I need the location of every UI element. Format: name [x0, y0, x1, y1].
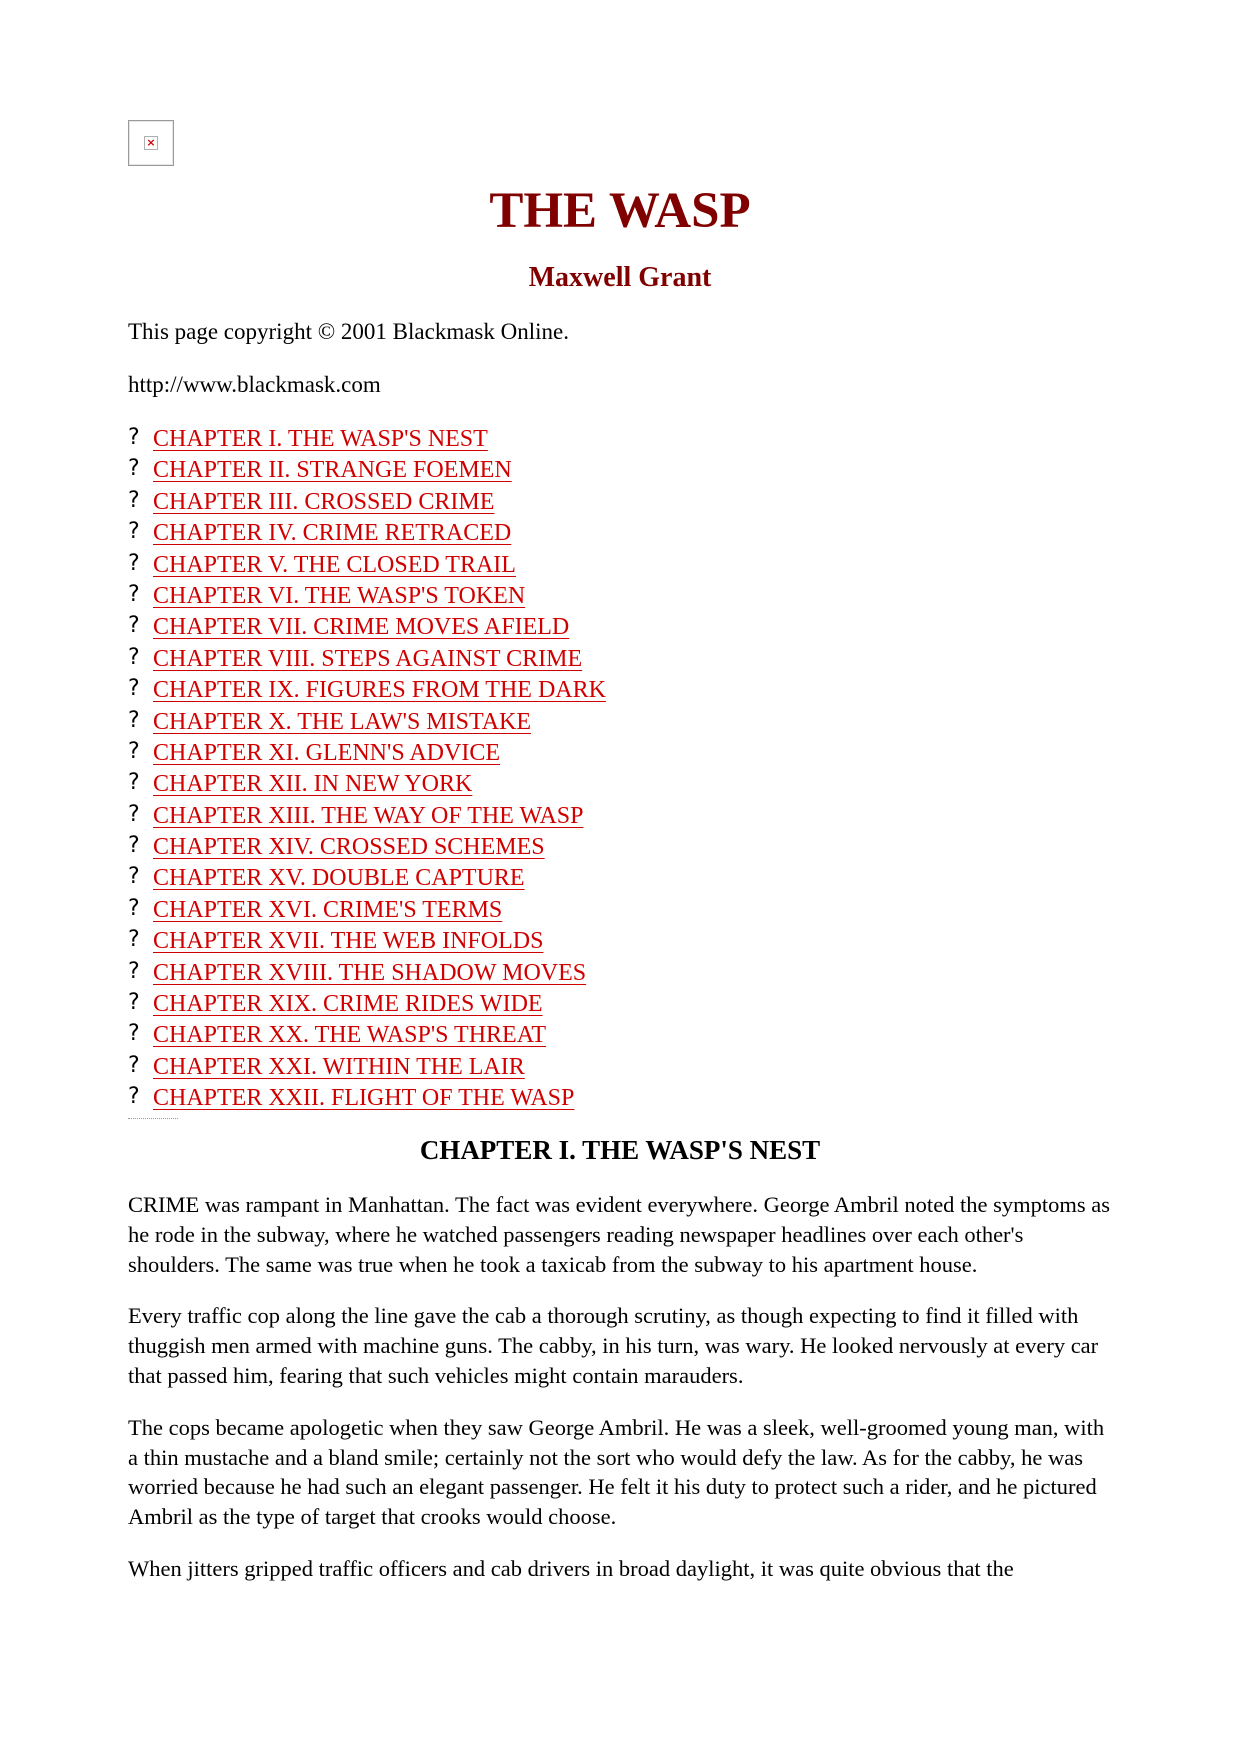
toc-chapter-link[interactable]: CHAPTER XV. DOUBLE CAPTURE — [153, 865, 525, 892]
copyright-notice: This page copyright © 2001 Blackmask Online. — [128, 319, 569, 344]
chapter-body — [128, 1190, 1113, 1606]
toc-chapter-link[interactable]: CHAPTER XIII. THE WAY OF THE WASP — [153, 802, 584, 829]
toc-bullet: ? — [128, 1084, 140, 1110]
toc-item — [128, 927, 606, 958]
toc-bullet: ? — [128, 895, 140, 921]
toc-chapter-link[interactable]: CHAPTER XVIII. THE SHADOW MOVES — [153, 959, 587, 986]
chapter-heading: CHAPTER I. THE WASP'S NEST — [419, 1135, 821, 1165]
toc-item — [128, 896, 606, 927]
toc-bullet: ? — [128, 487, 140, 513]
toc-chapter-link[interactable]: CHAPTER II. STRANGE FOEMEN — [153, 457, 512, 484]
body-paragraph: Every traffic cop along the line gave the cab a thorough scrutiny, as though expecting to find it filled with thuggish men armed with machine guns. The cabby, in his turn, was wary. He looked nervously at every car that passed him, fearing that such vehicles might contain marauders. — [128, 1303, 1099, 1388]
toc-item — [128, 645, 606, 676]
toc-chapter-link[interactable]: CHAPTER IX. FIGURES FROM THE DARK — [153, 677, 606, 704]
book-author: Maxwell Grant — [528, 262, 712, 293]
toc-item — [128, 425, 606, 456]
toc-chapter-link[interactable]: CHAPTER XI. GLENN'S ADVICE — [153, 739, 500, 766]
toc-item — [128, 708, 606, 739]
toc-item — [128, 676, 606, 707]
site-url: http://www.blackmask.com — [128, 372, 381, 397]
toc-item — [128, 1084, 606, 1115]
section-separator — [128, 1118, 178, 1121]
toc-bullet: ? — [128, 613, 140, 639]
toc-chapter-link[interactable]: CHAPTER XII. IN NEW YORK — [153, 771, 473, 798]
toc-chapter-link[interactable]: CHAPTER X. THE LAW'S MISTAKE — [153, 708, 532, 735]
toc-bullet: ? — [128, 927, 140, 953]
toc-item — [128, 456, 606, 487]
toc-item — [128, 582, 606, 613]
toc-item — [128, 519, 606, 550]
toc-chapter-link[interactable]: CHAPTER XX. THE WASP'S THREAT — [153, 1022, 547, 1049]
toc-item — [128, 1021, 606, 1052]
toc-bullet: ? — [128, 644, 140, 670]
toc-bullet: ? — [128, 833, 140, 859]
toc-bullet: ? — [128, 456, 140, 482]
toc-item — [128, 739, 606, 770]
toc-bullet: ? — [128, 738, 140, 764]
toc-item — [128, 802, 606, 833]
toc-chapter-link[interactable]: CHAPTER V. THE CLOSED TRAIL — [153, 551, 516, 578]
toc-chapter-link[interactable]: CHAPTER XXII. FLIGHT OF THE WASP — [153, 1085, 575, 1112]
toc-bullet: ? — [128, 801, 140, 827]
toc-chapter-link[interactable]: CHAPTER VIII. STEPS AGAINST CRIME — [153, 645, 583, 672]
broken-image-placeholder — [128, 120, 174, 166]
toc-chapter-link[interactable]: CHAPTER I. THE WASP'S NEST — [153, 426, 488, 452]
toc-chapter-link[interactable]: CHAPTER XIV. CROSSED SCHEMES — [153, 834, 545, 861]
toc-bullet: ? — [128, 519, 140, 545]
body-paragraph: The cops became apologetic when they saw George Ambril. He was a sleek, well-groomed young man, with a thin mustache and a bland smile; certainly not the sort who would defy the law. As for the cabby, he was worried because he had such an elegant passenger. He felt it his duty to protect such a rider, and he pictured Ambril as the type of target that crooks would choose. — [128, 1414, 1105, 1530]
toc-bullet: ? — [128, 990, 140, 1016]
book-title: THE WASP — [489, 183, 751, 239]
toc-item — [128, 959, 606, 990]
toc-bullet: ? — [128, 864, 140, 890]
toc-bullet: ? — [128, 707, 140, 733]
toc-item — [128, 833, 606, 864]
toc-bullet: ? — [128, 1021, 140, 1047]
body-paragraph: When jitters gripped traffic officers and cab drivers in broad daylight, it was quite obvious that the — [128, 1555, 1014, 1581]
toc-bullet: ? — [128, 958, 140, 984]
toc-item — [128, 864, 606, 895]
table-of-contents — [128, 425, 606, 1116]
toc-item — [128, 551, 606, 582]
body-paragraph: CRIME was rampant in Manhattan. The fact was evident everywhere. George Ambril noted the symptoms as he rode in the subway, where he watched passengers reading newspaper headlines over each other's shoulders. The same was true when he took a taxicab from the subway to his apartment house. — [128, 1192, 1111, 1277]
toc-chapter-link[interactable]: CHAPTER XIX. CRIME RIDES WIDE — [153, 991, 543, 1018]
toc-bullet: ? — [128, 581, 140, 607]
broken-image-icon: × — [144, 136, 158, 150]
toc-bullet: ? — [128, 676, 140, 702]
toc-item — [128, 770, 606, 801]
toc-chapter-link[interactable]: CHAPTER XVII. THE WEB INFOLDS — [153, 928, 544, 955]
toc-chapter-link[interactable]: CHAPTER XVI. CRIME'S TERMS — [153, 896, 503, 923]
toc-chapter-link[interactable]: CHAPTER XXI. WITHIN THE LAIR — [153, 1053, 525, 1080]
toc-item — [128, 990, 606, 1021]
toc-bullet: ? — [128, 770, 140, 796]
toc-bullet: ? — [128, 1052, 140, 1078]
toc-bullet: ? — [128, 550, 140, 576]
toc-item — [128, 488, 606, 519]
toc-item — [128, 1053, 606, 1084]
toc-chapter-link[interactable]: CHAPTER VII. CRIME MOVES AFIELD — [153, 614, 570, 641]
toc-item — [128, 613, 606, 644]
toc-chapter-link[interactable]: CHAPTER IV. CRIME RETRACED — [153, 520, 512, 547]
toc-chapter-link[interactable]: CHAPTER III. CROSSED CRIME — [153, 488, 495, 515]
toc-chapter-link[interactable]: CHAPTER VI. THE WASP'S TOKEN — [153, 582, 526, 609]
toc-bullet: ? — [128, 425, 140, 450]
